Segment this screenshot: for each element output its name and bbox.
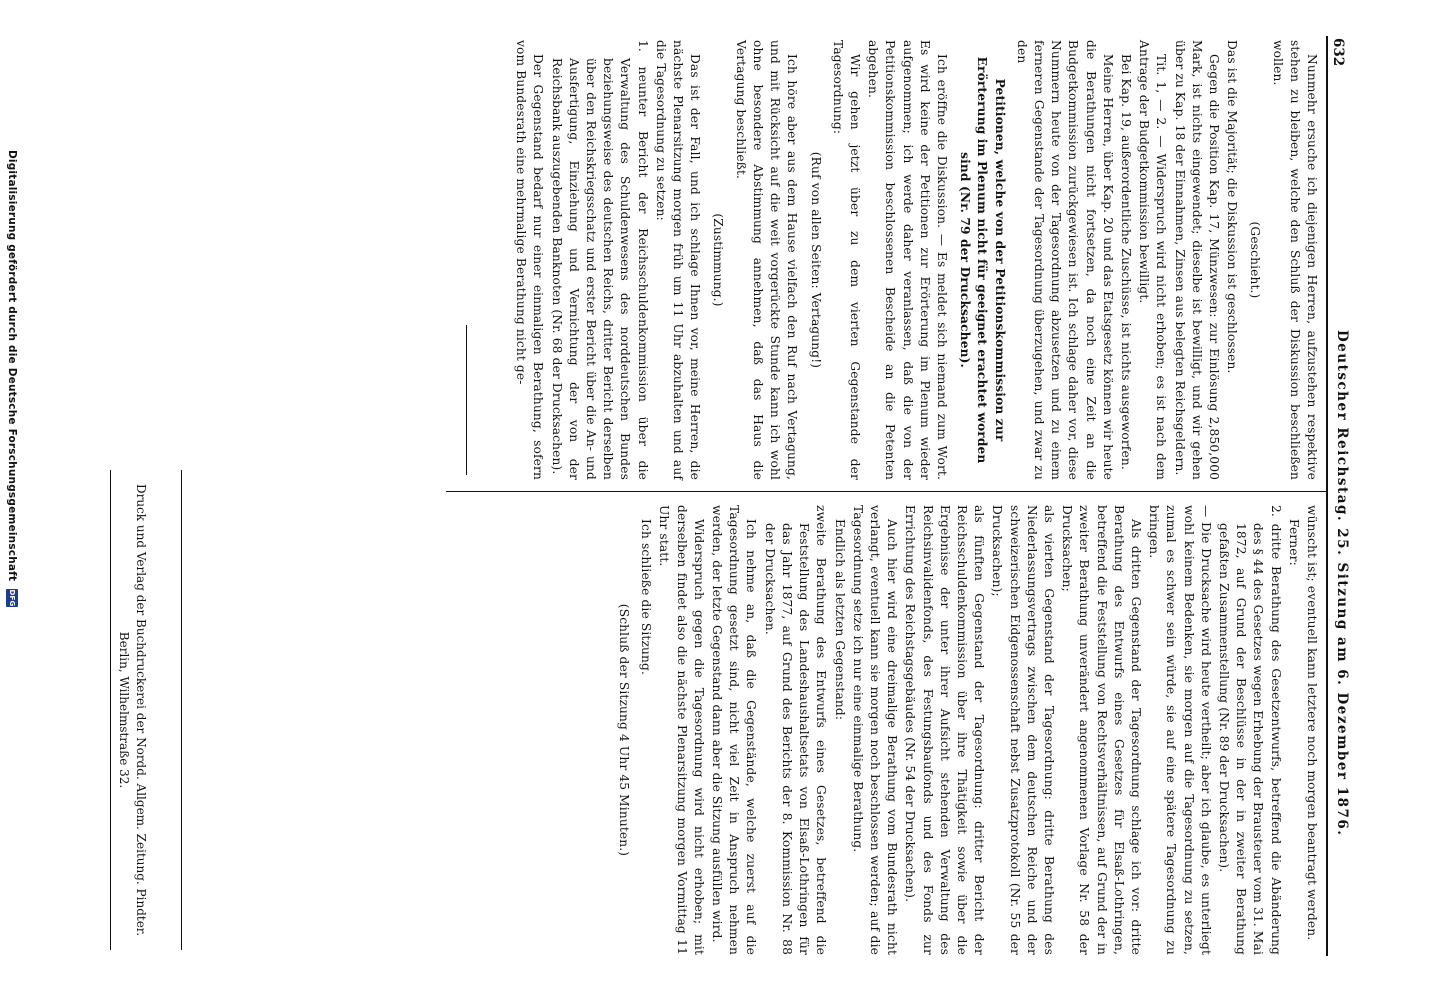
left-paragraph: Nunmehr ersuche ich diejenigen Herren, aufzustehen respektive stehen zu bleiben, welche den Schluß der Diskussion beschließen wollen. [1270, 40, 1319, 480]
footer-address: Berlin, Wilhelmstraße 32. [117, 631, 131, 789]
right-paragraph: (Schluß der Sitzung 4 Uhr 45 Minuten.) [617, 603, 632, 857]
page-number: 632 [1330, 38, 1346, 67]
right-paragraph: als fünften Gegenstand der Tagesordnung: dritter Bericht der Reichsschuldenkommission über ihre Thätigkeit sowie über die Ergebnisse der unter ihrer Aufsicht stehenden Verwaltung des Reichsinvalidenfonds, des Festungsbaufonds und des Fonds zur Errichtung des Reichstagsgebäudes (Nr. 54 der Drucksachen). [903, 505, 987, 955]
end-rule [466, 325, 467, 475]
left-paragraph: (Zustimmung.) [711, 213, 726, 307]
header-rule [1326, 36, 1328, 956]
left-paragraph: (Ruf von allen Seiten: Vertagung!) [808, 151, 823, 369]
left-paragraph: Gegen die Position Kap. 17, Münzwesen: zur Einlösung 2,850,000 Mark, ist nichts eingewendet; dieselbe ist bewilligt, und wir gehen über zu Kap. 18 der Einnahmen, Zinsen aus belegten Reichsgeldern. [1172, 40, 1221, 480]
right-paragraph: zweite Berathung des Entwurfs eines Gesetzes, betreffend die Feststellung des Landeshaushaltsetats von Elsaß-Lothringen für das Jahr 1877, auf Grund des Berichts der 8. Kommission Nr. 88 der Drucksachen. [762, 505, 829, 955]
left-column [511, 40, 1320, 480]
right-paragraph: Ich schließe die Sitzung. [639, 519, 654, 676]
left-paragraph: Das ist die Majorität; die Diskussion ist geschlossen. [1225, 40, 1240, 374]
right-paragraph: Als dritten Gegenstand der Tagesordnung schlage ich vor: dritte Berathung des Entwurfs eines Gesetzes für Elsaß-Lothringen, betreffend die Feststellung von Rechtsverhältnissen, auf Grund der in zweiter Berathung unverändert angenommenen Vorlage Nr. 58 der Drucksachen; [1060, 505, 1143, 955]
right-paragraph: Endlich als letzten Gegenstand: [832, 519, 847, 721]
left-paragraph: Das ist der Fall, und ich schlage Ihnen vor, meine Herren, die nächste Plenarsitzung morgen früh um 11 Uhr abzuhalten und auf die Tagesordnung zu setzen: [653, 40, 703, 480]
right-paragraph: — Die Drucksache wird heute vertheilt; aber ich glaube, es unterliegt wohl keinem Bedenken, sie morgen auf die Tagesordnung zu setzen, zumal es schwer sein würde, sie auf eine spätere Tagesordnung zu bringen. [1147, 505, 1213, 955]
left-paragraph: Der Gegenstand bedarf nur einer einmaligen Berathung, sofern vom Bundesrath eine mehrmalige Berathung nicht ge- [514, 40, 546, 480]
footer-imprint: Druck und Verlag der Buchdruckerei der Nordd. Allgem. Zeitung. Pindter. [134, 483, 148, 937]
footer-rule-bottom [110, 470, 111, 950]
right-paragraph: Auch hier wird eine dreimalige Berathung vom Bundesrath nicht verlangt, eventuell kann sie morgen noch beschlossen werden; auf die Tagesordnung setze ich nur eine einmalige Berathung. [850, 505, 900, 955]
left-paragraph: Tit. 1, — 2. — Widerspruch wird nicht erhoben; es ist nach dem Antrage der Budgetkommission bewilligt. [1137, 40, 1169, 480]
right-paragraph: als vierten Gegenstand der Tagesordnung: dritte Berathung des Niederlassungsvertrags zwischen dem deutschen Reiche und der schweizerischen Eidgenossenschaft nebst Zusatzprotokoll (Nr. 55 der Drucksachen); [990, 505, 1056, 955]
dfg-logo: DFG [8, 589, 16, 607]
left-paragraph: Ich eröffne die Diskussion. — Es meldet sich niemand zum Wort. Es wird keine der Petitionen zur Erörterung im Plenum wieder aufgenommen; ich werde daher veranlassen, daß die von der Petitionskommission beschlossenen Bescheide an die Petenten abgehen. [866, 40, 949, 480]
right-paragraph: Widerspruch gegen die Tagesordnung wird nicht erhoben; mit derselben findet also die nächste Plenarsitzung morgen Vormittag 11 Uhr statt. [657, 505, 706, 955]
right-paragraph: Ich nehme an, daß die Gegenstände, welche zuerst auf die Tagesordnung gesetzt sind, nicht viel Zeit in Anspruch nehmen werden, der letzte Gegenstand dann aber die Sitzung ausfüllen wird. [710, 505, 759, 955]
credit-text: Digitalisierung gefördert durch die Deutsche Forschungsgemeinschaft [6, 150, 18, 582]
left-paragraph: Bei Kap. 19, außerordentliche Zuschüsse, ist nichts ausgeworfen. [1118, 54, 1133, 470]
left-paragraph: Petitionen, welche von der Petitionskommission zur Erörterung im Plenum nicht für geeignet erachtet worden sind (Nr. 79 der Drucksachen). [958, 56, 1007, 464]
page-title: Deutscher Reichstag. 25. Sitzung am 6. Dezember 1876. [1334, 330, 1350, 837]
right-paragraph: wünscht ist; eventuell kann letztere noch morgen beantragt werden. [1305, 505, 1319, 941]
left-paragraph: Meine Herren, über Kap. 20 und das Etatsgesetz können wir heute die Berathungen nicht fortsetzen, da noch eine Zeit an die Budgetkommission zurückgewiesen ist. Ich schlage daher vor, diese Nummern heute von der Tagesordnung abzusetzen und zu einem ferneren Gegenstande der Tagesordnung überzugehen, und zwar zu den [1014, 40, 1115, 480]
right-paragraph: Ferner: [1286, 519, 1301, 566]
column-divider [446, 491, 1328, 492]
right-paragraph: 2. dritte Berathung des Gesetzentwurfs, betreffend die Abänderung des § 44 des Gesetzes wegen Erhebung der Brausteuer vom 31. Mai 1872, auf Grund der Beschlüsse in der in zweiter Berathung gefaßten Zusammenstellung (Nr. 89 der Drucksachen). [1216, 505, 1283, 955]
left-paragraph: Ich höre aber aus dem Hause vielfach den Ruf nach Vertagung, und mit Rücksicht auf die weit vorgerückte Stunde kann ich wohl ohne besondere Abstimmung annehmen, daß das Haus die Vertagung beschließt. [733, 40, 800, 480]
left-paragraph: Wir gehen jetzt über zu dem vierten Gegenstande der Tagesordnung: [830, 40, 862, 480]
left-paragraph: 1. neunter Bericht der Reichsschuldenkommission über die Verwaltung des Schuldenwesens des norddeutschen Bundes beziehungsweise des deutschen Reichs, dritter Bericht derselben über den Reichskriegsschatz und erster Bericht über die An- und Ausfertigung, Einziehung und Vernichtung der von der Reichsbank auszugebenden Banknoten (Nr. 68 der Drucksachen). [549, 40, 650, 480]
left-paragraph: (Geschieht.) [1248, 221, 1263, 299]
right-column [609, 505, 1320, 955]
footer-rule-top [181, 470, 182, 950]
digitization-credit [6, 150, 18, 990]
